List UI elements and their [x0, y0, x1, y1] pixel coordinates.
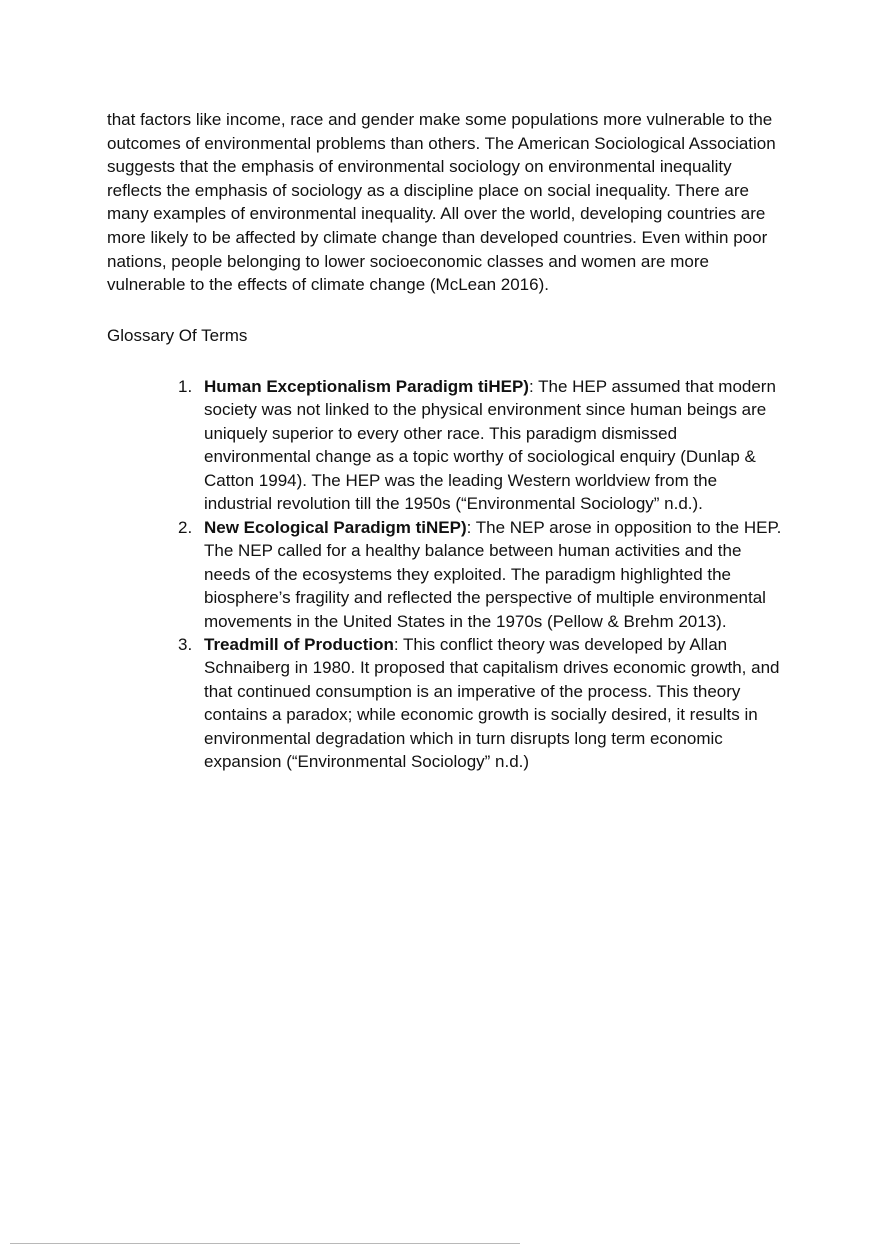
item-number: 2.: [178, 517, 193, 537]
item-number: 1.: [178, 377, 193, 396]
glossary-definition: : The NEP arose in opposition to the HEP. The NEP called for a healthy balance between human activities and the needs of the ecosystems they exploited. The paradigm highlighted the biosphere’s fragility and reflected the perspective of multiple environmental movements in the United States in the 1970s (Pellow & Brehm 2013).: [204, 517, 782, 631]
glossary-item-hep: [178, 375, 783, 516]
glossary-item-nep: [178, 516, 783, 633]
glossary-list: [178, 375, 783, 774]
intro-paragraph: that factors like income, race and gender make some populations more vulnerable to the outcomes of environmental problems than others. The American Sociological Association suggests that the emphasis of environmental sociology on environmental inequality reflects the emphasis of sociology as a discipline place on social inequality. There are many examples of environmental inequality. All over the world, developing countries are more likely to be affected by climate change than developed countries. Even within poor nations, people belonging to lower socioeconomic classes and women are more vulnerable to the effects of climate change (McLean 2016).: [107, 110, 776, 295]
glossary-definition: : The HEP assumed that modern society was not linked to the physical environment since human beings are uniquely superior to every other race. This paradigm dismissed environmental change as a topic worthy of sociological enquiry (Dunlap & Catton 1994). The HEP was the leading Western worldview from the industrial revolution till the 1950s (“Environmental Sociology” n.d.).: [204, 377, 776, 514]
glossary-term: New Ecological Paradigm tiNEP): [204, 517, 467, 537]
glossary-item-treadmill: [178, 633, 783, 774]
glossary-definition: : This conflict theory was developed by Allan Schnaiberg in 1980. It proposed that capitalism drives economic growth, and that continued consumption is an imperative of the process. This theory contains a paradox; while economic growth is socially desired, it results in environmental degradation which in turn disrupts long term economic expansion (“Environmental Sociology” n.d.): [204, 634, 780, 772]
item-number: 3.: [178, 634, 193, 654]
glossary-term: Human Exceptionalism Paradigm tiHEP): [204, 377, 529, 396]
page-bottom-divider: [10, 1243, 520, 1244]
glossary-heading: Glossary Of Terms: [107, 326, 248, 345]
glossary-term: Treadmill of Production: [204, 634, 394, 654]
